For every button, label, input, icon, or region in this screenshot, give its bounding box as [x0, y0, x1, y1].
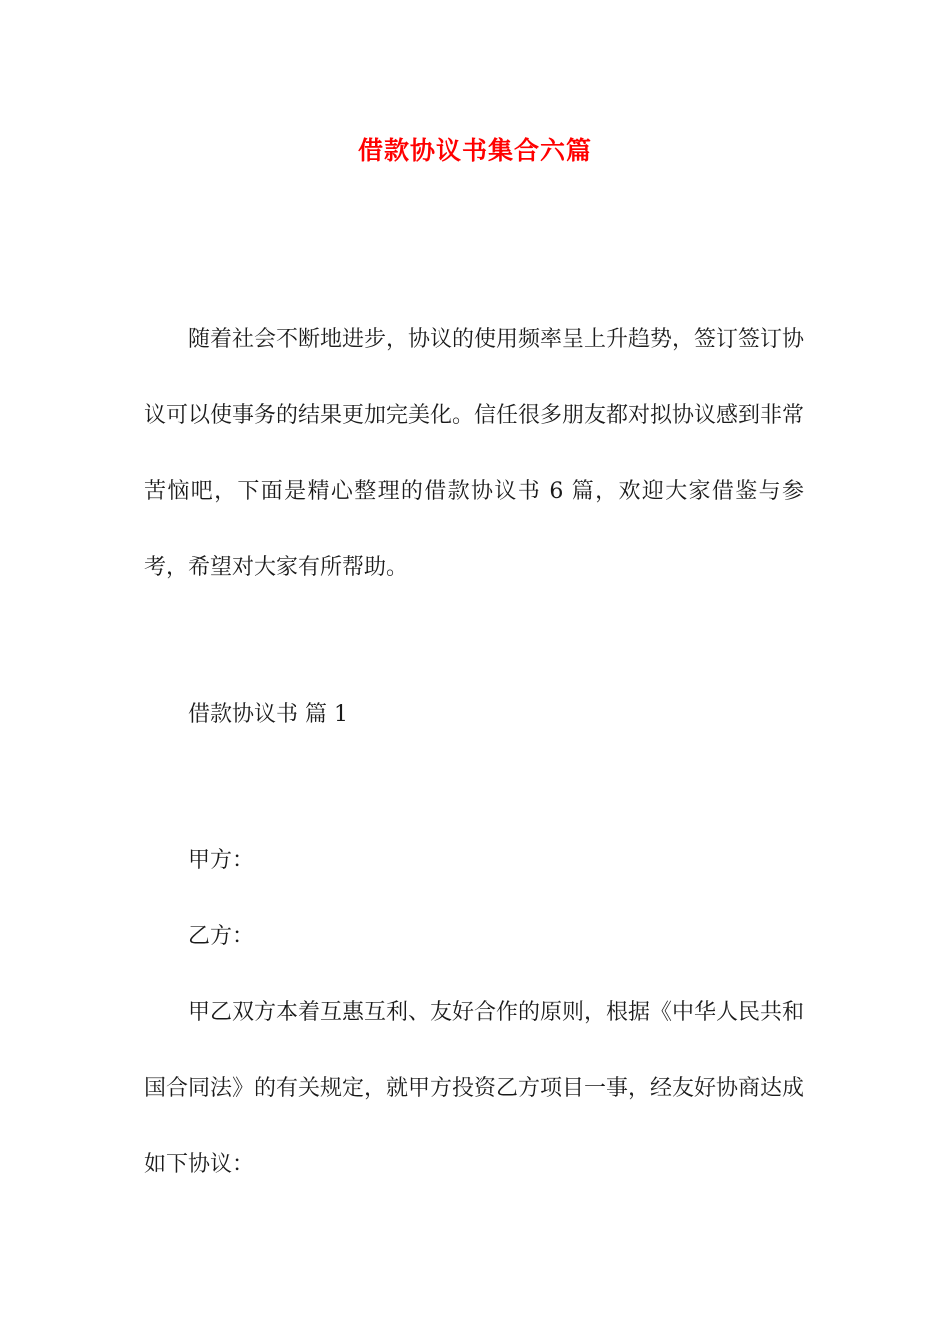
party-b-line: 乙方： — [188, 924, 255, 949]
party-a-line: 甲方： — [188, 848, 255, 873]
document-title: 借款协议书集合六篇 — [357, 136, 592, 165]
section-heading: 借款协议书 篇 1 — [188, 702, 348, 727]
agreement-body-paragraph: 甲乙双方本着互惠互利、友好合作的原则，根据《中华人民共和国合同法》的有关规定，就甲方投资乙方项目一事，经友好协商达成如下协议： — [144, 1000, 805, 1177]
intro-paragraph: 随着社会不断地进步，协议的使用频率呈上升趋势，签订签订协议可以使事务的结果更加完美化。信任很多朋友都对拟协议感到非常苦恼吧，下面是精心整理的借款协议书 6 篇，欢迎大家借鉴与参考，希望对大家有所帮助。 — [144, 327, 805, 580]
